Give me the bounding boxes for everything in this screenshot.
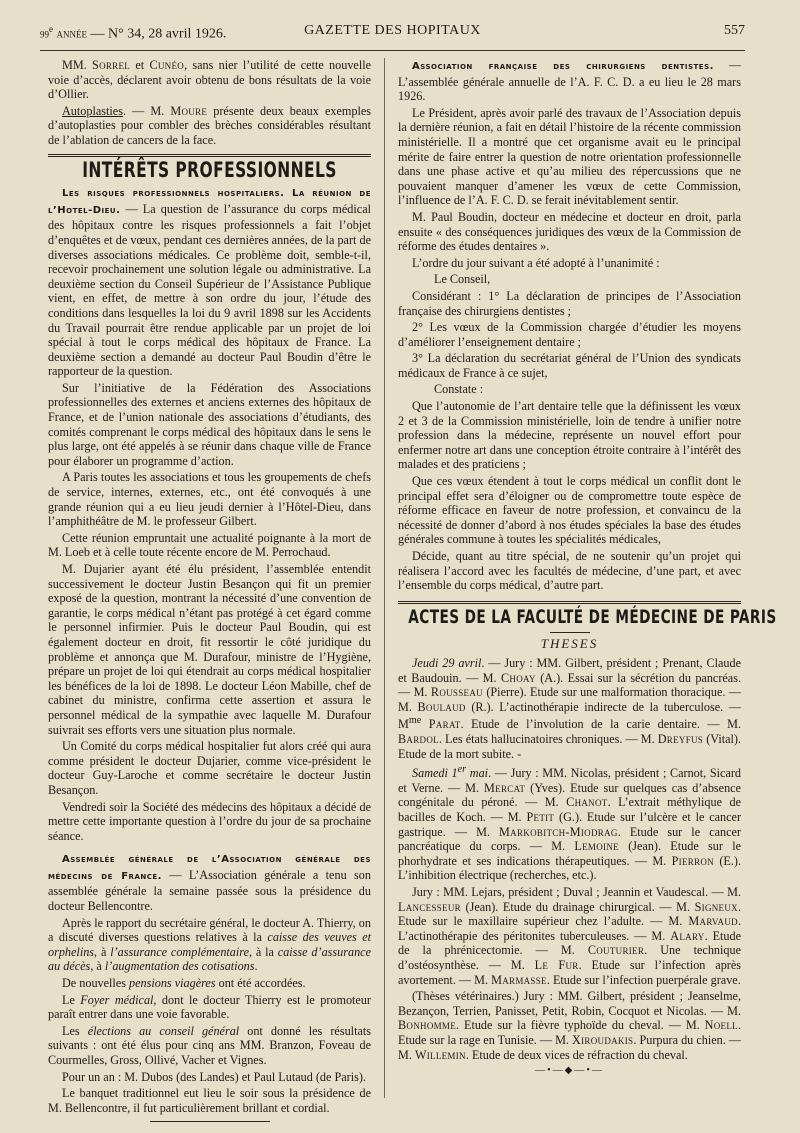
text-run: caisse des veuves et orphelins [48,930,371,959]
text-run: Boulaud [417,699,466,714]
text-run: . L’extrait méthylique de bacilles de Koch. — M. [398,795,741,825]
text-run: . Etude sur l’infection puerpérale grave. [546,972,741,987]
right-column [398,58,777,1079]
text-run: . [254,959,258,974]
text-run: Marmasse [491,972,547,987]
text-run: . Etude sur l’infection après avortement. — M. [398,957,741,987]
end-rule [150,1121,270,1122]
text-run: Marvaud [688,914,738,929]
text-run: . Etude sur la rage en Tunisie. — M. [398,1018,741,1047]
text-run: . — Jury : MM. Gilbert, président ; Prenant, Claude et Baudouin. — M. [398,655,741,685]
column-separator [384,58,385,1098]
paragraph: A Paris toutes les associations et tous les groupements de chefs de service, internes, externes, etc., ont été convoqués à une grande réunion qui a eu lieu jeudi dernier à l’Hôtel-Dieu, dans l’amphithéâtre de M. le professeur Gilbert. [48,470,371,529]
edition-word: ANNÉE [56,29,87,40]
text-run: Samedi 1 [412,766,458,781]
paragraph-sorrel [48,58,371,102]
text-run: Rousseau [430,685,483,700]
text-run: Noell [704,1018,738,1033]
text-run: Markobitch-Miodrag [499,824,618,839]
text-run: Willemin [414,1047,466,1062]
paragraph: Le Président, après avoir parlé des travaux de l’Association depuis la dernière réunion, a fait en détail l’histoire de la récente commission ministérielle. Il a montré que cet organisme avait eu le principal mérite de faire entrer la question de notre orientation professionnelle dans une phase active et qu’au milieu des répercussions que ne pouvaient manquer d’amener les vœux de cette Commission, l’influence de l’A. F. C. D. se ferait inévitablement sentir. [398,105,741,208]
text-run: Xiroudakis [572,1032,634,1047]
text-run: Bonhomme [398,1018,457,1033]
text-run [421,717,429,731]
edition-suffix: e [49,24,53,34]
text-run: Cunéo [149,58,185,72]
text-run: . Etude de deux vices de réfraction du cheval. [465,1047,688,1062]
text-run: (Vital). Etude de la mort subite. - [398,732,741,761]
text-run: . Etude de l’involution de la carie dentaire. — M. [460,717,741,732]
article-lead: — La question de l’assurance du corps médical des hôpitaux contre les risques professionnels a fait l’objet d’enquêtes et de vœux, pendant ces dernières années, de la part de diverses associations médicales. Ce problème doit, semble-t-il, recevoir prochainement une solution légale ou administrative. La deuxième section du Conseil Supérieur de l’Assistance Publique vient, en effet, de mettre à son ordre du jour, l’étude des conditions dans lesquelles la loi du 9 avril 1898 sur les Accidents du Travail pourrait être rendue applicable par un projet de loi spécial à tout le corps médical des hôpitaux de France. La deuxième section a demandé au docteur Paul Boudin d’être le rapporteur de la question. [48,201,371,379]
text-run: l’augmentation des cotisations [104,959,255,974]
paragraph-jury [398,885,741,987]
text-run: caisse d’assurance au décès [48,944,371,974]
text-run: MM. [62,58,92,72]
text-run: Moure [170,103,208,118]
paragraph: Le banquet traditionnel eut lieu le soir sous la présidence de M. Bellencontre, il fut particulièrement brillant et cordial. [48,1086,371,1115]
paragraph: Vendredi soir la Société des médecins des hôpitaux a décidé de mettre cette importante question à l’ordre du jour de sa prochaine séance. [48,799,371,843]
text-run: Bardol [398,732,439,746]
text-run: Couturier [587,943,645,958]
double-rule [398,601,741,604]
text-run: Lemoine [574,839,619,854]
paragraph-conseil: Le Conseil, [434,272,491,287]
ornament-divider: —•—◆—•— [535,1065,604,1077]
text-run: , à la [248,944,278,959]
text-run: Parat [428,717,461,732]
text-run: , dont le docteur Thierry est le promoteur paraît entrer dans une voie favorable. [48,992,371,1022]
text-run: élections au conseil général [87,1023,240,1038]
article-risques [48,185,371,379]
text-run: (Jean). Etude sur le phorhydrate et ses indications thérapeutiques. — M. [398,839,741,868]
text-run: . Etude de la phrénicectomie. — M. [398,928,742,958]
text-run: (Yves). Etude sur quelques cas d’absence congénitale du péroné. — M. [398,780,741,810]
running-header [40,22,745,42]
journal-title: GAZETTE DES HOPITAUX [304,23,481,38]
article-lead: — L’Association générale a tenu son assemblée générale la semaine passée sous la présidence du docteur Bellencontre. [48,867,371,914]
text-run: Petit [526,810,555,825]
text-run: Signeux [694,899,738,914]
section-title-actes: ACTES DE LA FACULTÉ DE MÉDECINE DE PARIS [408,605,777,628]
short-rule [550,632,590,633]
left-column [48,58,371,1128]
text-run: (E.). L’inhibition électrique (recherches, etc.). [398,853,741,883]
text-run: l’assurance complémentaire [110,944,249,959]
issue-date: — N° 34, 28 avril 1926. [87,26,227,42]
paragraph: Considérant : 1° La déclaration de principes de l’Association française des chirurgiens dentistes ; [398,288,741,318]
text-run: Autoplasties [62,103,123,118]
text-run: . Purpura du chien. — M. [398,1032,741,1062]
text-run: (Pierre). Etude sur une malformation thoracique. — M. [398,685,741,714]
text-run: ont donné les résultats suivants : ont été élus pour cinq ans MM. Branzon, Foveau de Courmelles, Gross, Ollivé, Vacher et Vignes. [48,1023,371,1067]
paragraph: Que ces vœux étendent à tout le corps médical un conflit dont le principal effet sera d’éloigner ou de compromettre toute espèce de réforme efficace en faveur de notre profession, et convaincu de la nécessité de donner d’abord à nos études spéciales la base des études générales commune à toutes les spécialités médicales, [398,474,741,547]
article-title: Les risques professionnels hospitaliers. La réunion de l’Hotel-Dieu. [48,188,371,216]
text-run: (Thèses vétérinaires.) Jury : MM. Gilbert, président ; Jeanselme, Bezançon, Terrien, Panisset, Petit, Robin, Cocquot et Nicolas. — M. [398,989,741,1018]
text-run: Mercat [484,780,526,795]
section-title-interets: INTÉRÊTS PROFESSIONNELS [82,157,337,182]
paragraph-constate: Constate : [434,382,484,397]
paragraph: M. Dujarier ayant été élu président, l’assemblée entendit successivement le docteur Justin Besançon qui fit un premier exposé de la question, montrant la nécessité d’une convention de garantie, le corps médical n’étant pas protégé à cet égard comme le personnel infirmier. Puis le docteur Paul Boudin, qui est également docteur en droit, fit ressortir le côté juridique du problème et annonça que M. Durafour, ministre de l’Hygiène, prépare un projet de loi qui étendrait au corps médical hospitalier les bénéfices de la loi de 1898. Le docteur Léon Mabille, chef de cabinet du ministre, confirma cette assertion et assura le personnel médical de la sympathie avec laquelle M. Durafour suivrait ses efforts vers une situation plus normale. [48,562,371,737]
paragraph [48,1024,371,1068]
text-run: Les [62,1023,88,1038]
text-run: . — Jury : MM. Nicolas, président ; Carnot, Sicard et Verne. — M. [398,766,741,795]
article-assemblee [48,851,371,913]
text-run: (Jean). Etude du drainage chirurgical. — M. [460,899,695,914]
paragraph-veterinaires [398,989,741,1062]
text-run: De nouvelles [62,976,130,991]
double-rule [48,154,371,157]
text-run: , à [94,944,111,959]
text-run: et [130,58,150,72]
text-run: Après le rapport du secrétaire général, le docteur A. Thierry, on a discuté diverses questions relatives à la [48,915,371,945]
paragraph-jeudi [398,656,741,761]
text-run: . Etude sur le maxillaire supérieur chez l’adulte. — M. [398,899,741,929]
text-run: Choay [500,670,536,685]
paragraph: Sur l’initiative de la Fédération des Associations professionnelles des externes et anciens externes des hôpitaux de France, et de l’union nationale des associations d’étudiants, des comités comprenant le corps médical des hôpitaux dans le sens le plus large, ont été appelés à se réunir dans chaque ville de France pour élaborer un programme d’action. [48,380,371,468]
text-run: me [408,715,422,727]
text-run: er [457,764,467,776]
text-run: , sans nier l’utilité de cette nouvelle voie d’accès, déclarent avoir obtenu de bons résultats de la voie d’Ollier. [48,58,371,102]
text-run: Le [62,992,81,1007]
text-run: Dreyfus [657,732,704,746]
text-run: . Une technique d’ostéosynthèse. — M. [398,943,741,972]
text-run: mai [466,766,489,781]
text-run: Jeudi 29 avril [412,655,482,670]
text-run: (G.). Etude sur l’ulcère et le cancer gastrique. — M. [398,810,741,839]
text-run: . Les états hallucinatoires chroniques. — M. [438,732,658,746]
text-run: Sorrel [92,58,131,72]
text-run: , à [90,959,105,974]
paragraph: Pour un an : M. Dubos (des Landes) et Paul Lutaud (de Paris). [62,1069,366,1084]
paragraph [48,916,371,974]
paragraph: Cette réunion empruntait une actualité poignante à la mort de M. Loeb et à celle toute récente encore de M. Perrochaud. [48,530,371,560]
paragraph: Décide, quant au titre spécial, de ne soutenir qu’un projet qui réalisera l’accord avec les facultés de médecine, d’une part, et avec l’ensemble du corps médical, d’autre part. [398,549,741,593]
paragraph: L’ordre du jour suivant a été adopté à l’unanimité : [412,255,660,270]
text-run: Chanot [566,795,608,810]
text-run: Foyer médical [80,992,154,1007]
text-run: . L’actinothérapie des péritonites tuberculeuses. — M. [398,914,741,943]
paragraph: 2° Les vœux de la Commission chargée d’étudier les moyens d’améliorer l’enseignement dentaire ; [398,320,741,349]
paragraph: Un Comité du corps médical hospitalier fut alors créé qui aura comme président le docteur Dujarier, comme vice-président le docteur Guy-Laroche et comme secrétaire le docteur Justin Besançon. [48,739,371,797]
text-run: Pierron [671,853,714,868]
edition-number: 99 [40,29,49,40]
text-run: . Etude sur la fièvre typhoïde du cheval. — M. [456,1018,705,1033]
text-run: . Etude sur le cancer pancréatique du corps. — M. [398,824,741,854]
text-run: Jury : MM. Lejars, président ; Duval ; Jeannin et Vaudescal. — M. [412,885,741,899]
text-run: Alary [670,928,705,943]
article-afcd [398,58,741,104]
theses-heading: THESES [540,636,599,652]
text-run: (A.). Essai sur la sécrétion du pancréas. — M. [398,670,741,700]
text-run: présente deux beaux exemples d’autoplasties pour combler des brèches considérables résultant de l’ablation de cancers de la face. [48,103,371,147]
paragraph-autoplasties [48,104,371,148]
paragraph: 3° La déclaration du secrétariat général de l’Union des syndicats médicaux de France à ce sujet, [398,351,741,380]
article-title: Association française des chirurgiens dentistes. [412,61,714,72]
text-run: pensions viagères [129,976,216,991]
text-run: Le Fur [534,957,579,972]
paragraph [48,976,371,991]
paragraph: M. Paul Boudin, docteur en médecine et docteur en droit, parla ensuite « des conséquences juridiques des vœux de la Commission de réforme des études dentaires ». [398,209,741,254]
paragraph-samedi [398,763,741,883]
header-rule [40,50,745,51]
text-run: . — M. [122,103,171,118]
article-lead: — L’assemblée générale annuelle de l’A. F. C. D. a eu lieu le 28 mars 1926. [398,58,741,104]
article-title: Assemblée générale de l’Association générale des médecins de France. [48,854,371,882]
text-run: ont été accordées. [215,976,306,991]
text-run: Lancesseur [398,899,461,914]
paragraph: Que l’autonomie de l’art dentaire telle que la définissent les vœux 2 et 3 de la Commission ministérielle, loin de tendre à unifier notre profession dans la médecine, représente un nouvel effort pour enfermer notre art dans une conception étroite contraire à l’intérêt des malades et des praticiens ; [398,399,741,472]
text-run: (R.). L’actinothérapie indirecte de la tuberculose. — M [398,699,741,732]
page-number: 557 [724,23,745,38]
paragraph [48,993,371,1022]
